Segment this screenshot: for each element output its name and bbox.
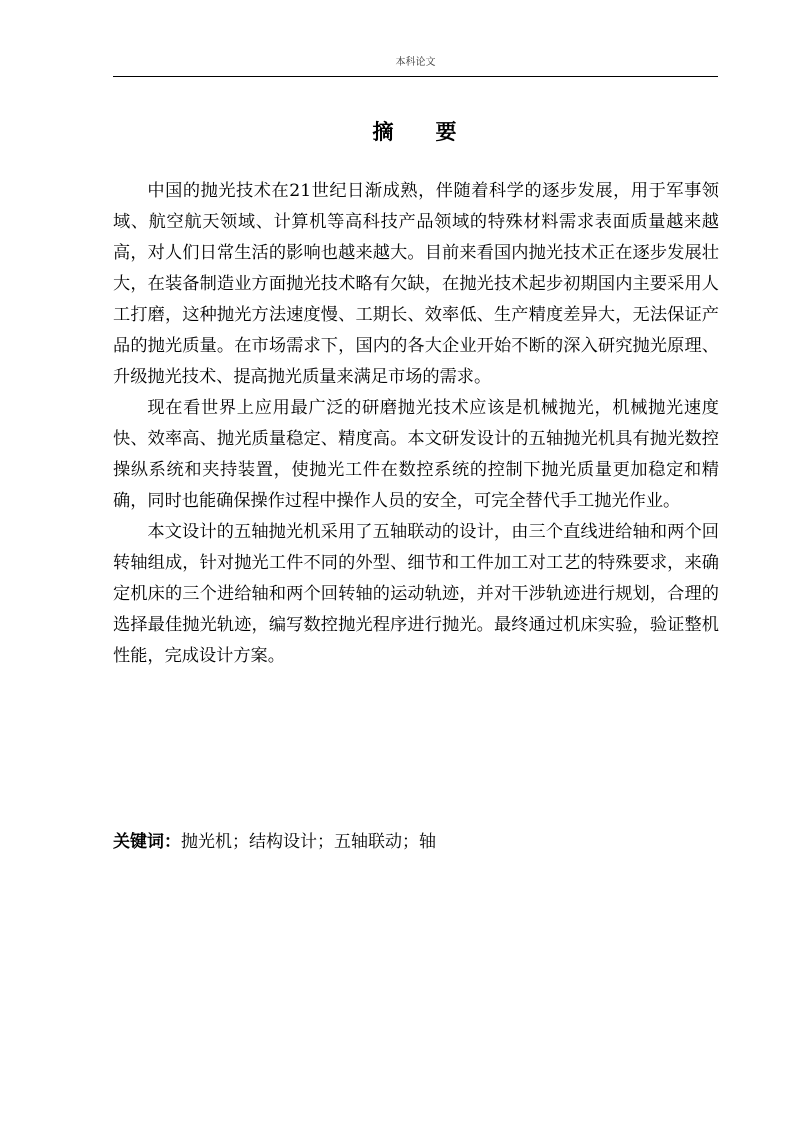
title-char-1: 摘 xyxy=(372,120,396,144)
title-char-2: 要 xyxy=(435,120,459,144)
keywords-text: 抛光机；结构设计；五轴联动；轴 xyxy=(181,832,436,852)
abstract-paragraph: 中国的抛光技术在21世纪日渐成熟，伴随着科学的逐步发展，用于军事领域、航空航天领域、计算机等高科技产品领域的特殊材料需求表面质量越来越高，对人们日常生活的影响也越来越大。目前来看国内抛光技术正在逐步发展壮大，在装备制造业方面抛光技术略有欠缺，在抛光技术起步初期国内主要采用人工打磨，这种抛光方法速度慢、工期长、效率低、生产精度差异大，无法保证产品的抛光质量。在市场需求下，国内的各大企业开始不断的深入研究抛光原理、升级抛光技术、提高抛光质量来满足市场的需求。 xyxy=(113,181,719,387)
keywords-label: 关键词： xyxy=(113,832,181,852)
keywords-line xyxy=(113,830,719,854)
abstract-paragraph: 现在看世界上应用最广泛的研磨抛光技术应该是机械抛光，机械抛光速度快、效率高、抛光质量稳定、精度高。本文研发设计的五轴抛光机具有抛光数控操纵系统和夹持装置，使抛光工件在数控系统的控制下抛光质量更加稳定和精确，同时也能确保操作过程中操作人员的安全，可完全替代手工抛光作业。 xyxy=(113,398,719,511)
abstract-title xyxy=(113,118,718,146)
header-rule xyxy=(113,76,718,77)
abstract-paragraph: 本文设计的五轴抛光机采用了五轴联动的设计，由三个直线进给轴和两个回转轴组成，针对抛光工件不同的外型、细节和工件加工对工艺的特殊要求，来确定机床的三个进给轴和两个回转轴的运动轨迹，并对干涉轨迹进行规划，合理的选择最佳抛光轨迹，编写数控抛光程序进行抛光。最终通过机床实验，验证整机性能，完成设计方案。 xyxy=(113,522,719,666)
abstract-body xyxy=(113,176,719,672)
running-header: 本科论文 xyxy=(395,57,436,68)
